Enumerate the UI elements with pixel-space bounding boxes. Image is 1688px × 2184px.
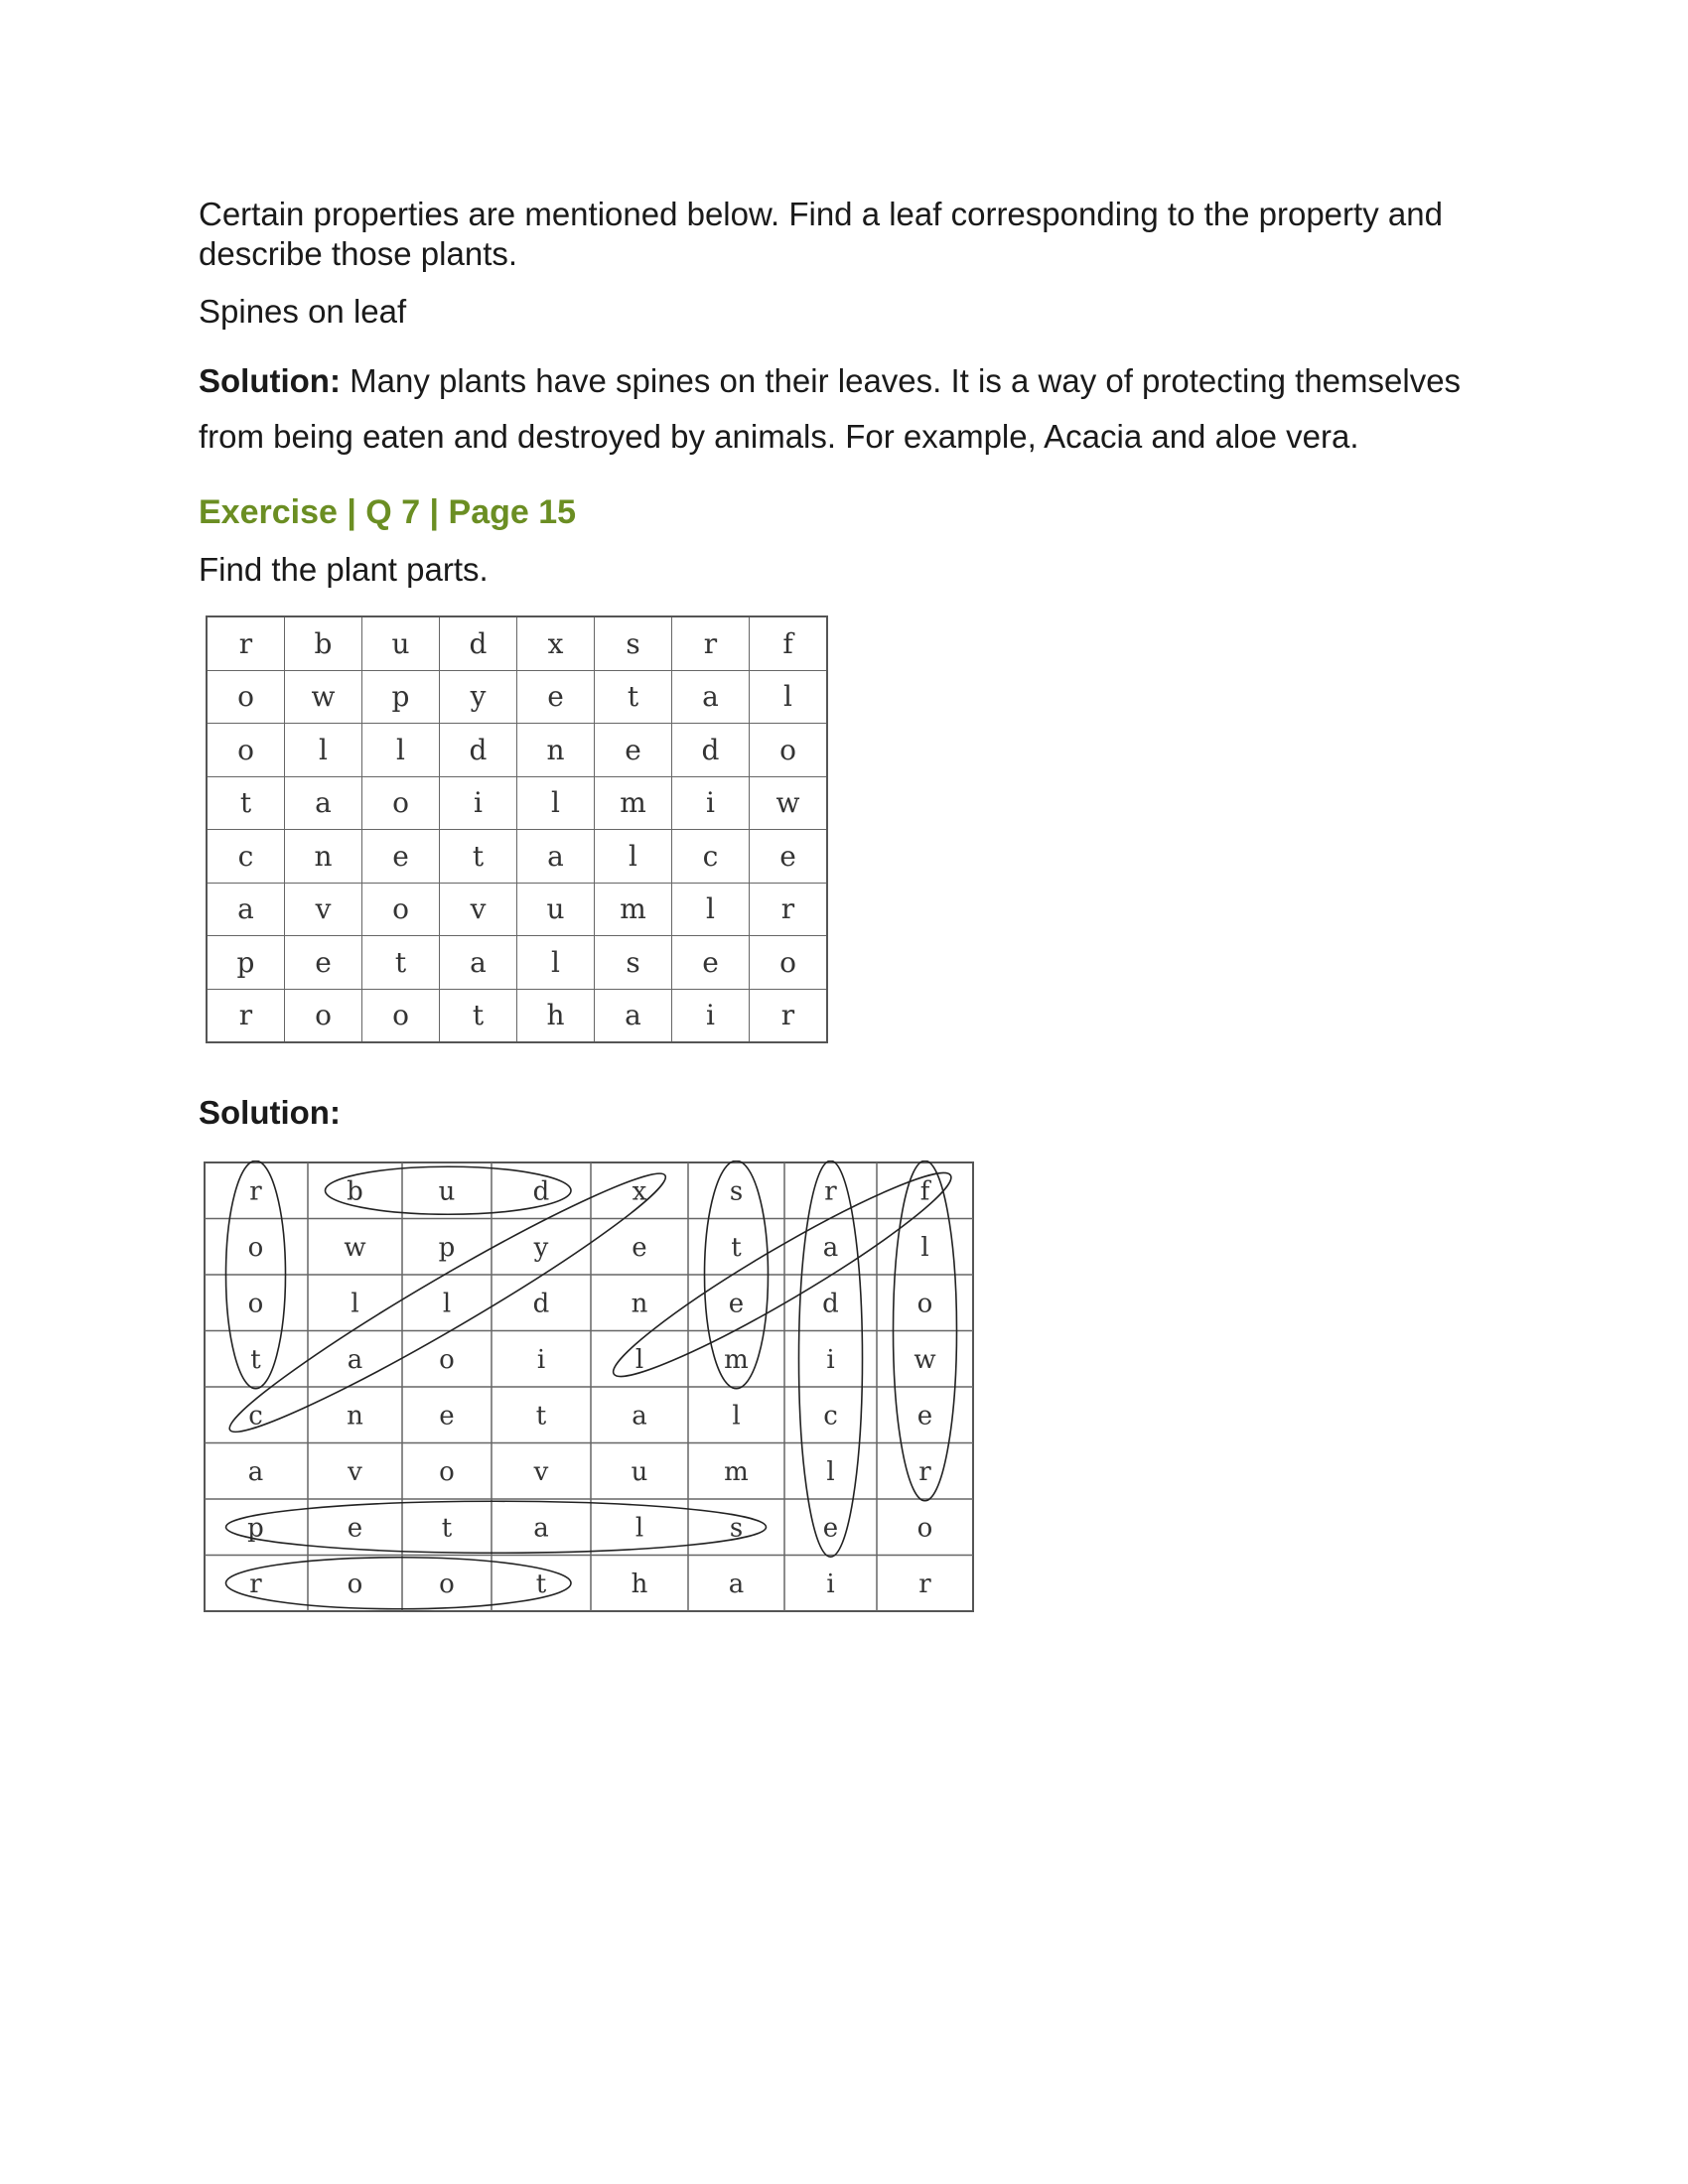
puzzle-cell: l: [517, 936, 595, 990]
puzzle-cell: c: [207, 830, 285, 884]
solution-cell-letter: r: [918, 1456, 931, 1487]
word-ring: [226, 1501, 767, 1553]
puzzle-cell: r: [207, 616, 285, 670]
puzzle-cell: o: [362, 776, 440, 830]
solution-cell-letter: a: [728, 1569, 745, 1599]
solution-cell-letter: d: [532, 1289, 550, 1319]
solution-cell-letter: a: [533, 1513, 549, 1544]
solution-cell-letter: s: [729, 1513, 744, 1544]
solution-cell-letter: r: [824, 1176, 837, 1207]
puzzle-cell: s: [595, 936, 672, 990]
puzzle-cell: a: [440, 936, 517, 990]
solution-cell-letter: o: [247, 1232, 264, 1263]
solution-cell-letter: v: [348, 1456, 362, 1487]
puzzle-cell: r: [750, 883, 828, 936]
puzzle-cell: l: [750, 670, 828, 724]
puzzle-cell: a: [672, 670, 750, 724]
solution-cell-letter: m: [724, 1456, 749, 1487]
solution-paragraph: [199, 353, 1509, 465]
puzzle-cell: e: [362, 830, 440, 884]
puzzle-cell: e: [285, 936, 362, 990]
puzzle-cell: n: [517, 724, 595, 777]
solution-cell-letter: b: [347, 1176, 363, 1207]
puzzle-cell: l: [672, 883, 750, 936]
solution-cell-letter: e: [347, 1513, 363, 1544]
solution-cell-letter: v: [533, 1456, 549, 1487]
solution-cell-letter: p: [438, 1232, 456, 1263]
puzzle-cell: i: [440, 776, 517, 830]
solution-cell-letter: o: [439, 1456, 455, 1487]
puzzle-cell: x: [517, 616, 595, 670]
solution-label: Solution:: [199, 362, 341, 399]
solution-cell-letter: n: [631, 1289, 648, 1319]
solution-cell-letter: c: [248, 1401, 263, 1432]
puzzle-cell: l: [595, 830, 672, 884]
solution-cell-letter: y: [533, 1232, 549, 1263]
puzzle-cell: o: [750, 936, 828, 990]
puzzle-cell: o: [285, 989, 362, 1042]
puzzle-cell: b: [285, 616, 362, 670]
page-content: [199, 195, 1509, 1619]
puzzle-cell: m: [595, 776, 672, 830]
puzzle-cell: f: [750, 616, 828, 670]
solution-cell-letter: x: [632, 1176, 647, 1207]
solution-cell-letter: t: [250, 1344, 261, 1375]
solution-cell-letter: l: [351, 1289, 359, 1319]
solution-cell-letter: a: [822, 1232, 839, 1263]
puzzle-cell: t: [440, 989, 517, 1042]
puzzle-cell: a: [285, 776, 362, 830]
solution-cell-letter: t: [535, 1401, 547, 1432]
word-ring: [226, 1558, 572, 1609]
solution-cell-letter: o: [347, 1569, 363, 1599]
puzzle-cell: l: [285, 724, 362, 777]
puzzle-cell: d: [440, 616, 517, 670]
puzzle-cell: w: [750, 776, 828, 830]
solution-cell-letter: o: [439, 1569, 455, 1599]
puzzle-cell: s: [595, 616, 672, 670]
solution-cell-letter: o: [916, 1513, 933, 1544]
puzzle-cell: i: [672, 776, 750, 830]
solution-cell-letter: t: [731, 1232, 742, 1263]
solution-cell-letter: i: [826, 1569, 835, 1599]
puzzle-cell: o: [207, 670, 285, 724]
solution-cell-letter: u: [631, 1456, 648, 1487]
solution-cell-letter: l: [732, 1401, 741, 1432]
solution-cell-letter: c: [823, 1401, 838, 1432]
puzzle-cell: p: [207, 936, 285, 990]
word-search-grid: [206, 615, 830, 1047]
solution-cell-letter: h: [631, 1569, 648, 1599]
puzzle-cell: t: [362, 936, 440, 990]
solution-cell-letter: i: [826, 1344, 835, 1375]
puzzle-row: [207, 776, 827, 830]
puzzle-cell: a: [207, 883, 285, 936]
puzzle-table: [206, 615, 828, 1043]
puzzle-cell: e: [517, 670, 595, 724]
puzzle-cell: v: [285, 883, 362, 936]
solution-heading: Solution:: [199, 1094, 341, 1131]
solution-cell-letter: t: [535, 1569, 547, 1599]
puzzle-cell: n: [285, 830, 362, 884]
puzzle-cell: l: [517, 776, 595, 830]
solution-cell-letter: m: [724, 1344, 749, 1375]
puzzle-row: [207, 670, 827, 724]
solution-cell-letter: d: [822, 1289, 839, 1319]
word-ring: [601, 1160, 964, 1396]
exercise-prompt: Find the plant parts.: [199, 551, 489, 588]
solution-cell-letter: l: [442, 1289, 452, 1319]
solution-cell-letter: e: [632, 1232, 647, 1263]
solution-text: Many plants have spines on their leaves. It is a way of protecting themselves from being eaten and destroyed by animals. For example, Acacia and aloe vera.: [199, 362, 1462, 455]
solution-cell-letter: e: [822, 1513, 839, 1544]
solution-grid: [204, 1160, 978, 1619]
solution-cell-letter: t: [441, 1513, 453, 1544]
solution-cell-letter: o: [439, 1344, 455, 1375]
puzzle-cell: m: [595, 883, 672, 936]
puzzle-cell: t: [440, 830, 517, 884]
puzzle-cell: a: [595, 989, 672, 1042]
puzzle-cell: r: [750, 989, 828, 1042]
puzzle-cell: o: [362, 883, 440, 936]
puzzle-cell: r: [207, 989, 285, 1042]
puzzle-cell: t: [207, 776, 285, 830]
puzzle-row: [207, 724, 827, 777]
solution-cell-letter: e: [916, 1401, 933, 1432]
solution-cell-letter: o: [916, 1289, 933, 1319]
puzzle-cell: l: [362, 724, 440, 777]
question-intro: Certain properties are mentioned below. Find a leaf corresponding to the property and describe those plants.: [199, 196, 1443, 272]
puzzle-cell: p: [362, 670, 440, 724]
solution-cell-letter: o: [247, 1289, 264, 1319]
solution-cell-letter: a: [247, 1456, 264, 1487]
puzzle-row: [207, 936, 827, 990]
question-item: Spines on leaf: [199, 293, 407, 330]
puzzle-row: [207, 989, 827, 1042]
solution-cell-letter: r: [249, 1176, 262, 1207]
puzzle-cell: c: [672, 830, 750, 884]
puzzle-cell: t: [595, 670, 672, 724]
solution-cell-letter: p: [247, 1513, 264, 1544]
puzzle-row: [207, 830, 827, 884]
solution-cell-letter: d: [532, 1176, 550, 1207]
solution-grid-svg: [204, 1160, 978, 1619]
puzzle-cell: o: [750, 724, 828, 777]
exercise-heading: Exercise | Q 7 | Page 15: [199, 493, 577, 531]
puzzle-cell: i: [672, 989, 750, 1042]
puzzle-row: [207, 883, 827, 936]
solution-cell-letter: l: [634, 1344, 644, 1375]
puzzle-cell: e: [595, 724, 672, 777]
solution-cell-letter: r: [249, 1569, 262, 1599]
puzzle-row: [207, 616, 827, 670]
puzzle-cell: e: [672, 936, 750, 990]
solution-cell-letter: i: [536, 1344, 546, 1375]
solution-cell-letter: r: [918, 1569, 931, 1599]
puzzle-cell: r: [672, 616, 750, 670]
puzzle-cell: o: [207, 724, 285, 777]
puzzle-cell: v: [440, 883, 517, 936]
solution-cell-letter: l: [826, 1456, 835, 1487]
solution-cell-letter: e: [439, 1401, 455, 1432]
solution-cell-letter: a: [632, 1401, 647, 1432]
puzzle-cell: e: [750, 830, 828, 884]
solution-cell-letter: l: [634, 1513, 644, 1544]
solution-cell-letter: n: [347, 1401, 363, 1432]
solution-cell-letter: u: [438, 1176, 456, 1207]
puzzle-cell: o: [362, 989, 440, 1042]
solution-cell-letter: a: [347, 1344, 363, 1375]
solution-cell-letter: f: [919, 1176, 930, 1207]
puzzle-cell: u: [362, 616, 440, 670]
puzzle-cell: w: [285, 670, 362, 724]
puzzle-cell: h: [517, 989, 595, 1042]
solution-cell-letter: s: [729, 1176, 744, 1207]
puzzle-cell: a: [517, 830, 595, 884]
puzzle-cell: u: [517, 883, 595, 936]
solution-cell-letter: w: [344, 1232, 366, 1263]
solution-cell-letter: e: [728, 1289, 745, 1319]
puzzle-cell: y: [440, 670, 517, 724]
solution-cell-letter: l: [920, 1232, 929, 1263]
puzzle-cell: d: [672, 724, 750, 777]
puzzle-cell: d: [440, 724, 517, 777]
solution-cell-letter: w: [914, 1344, 936, 1375]
